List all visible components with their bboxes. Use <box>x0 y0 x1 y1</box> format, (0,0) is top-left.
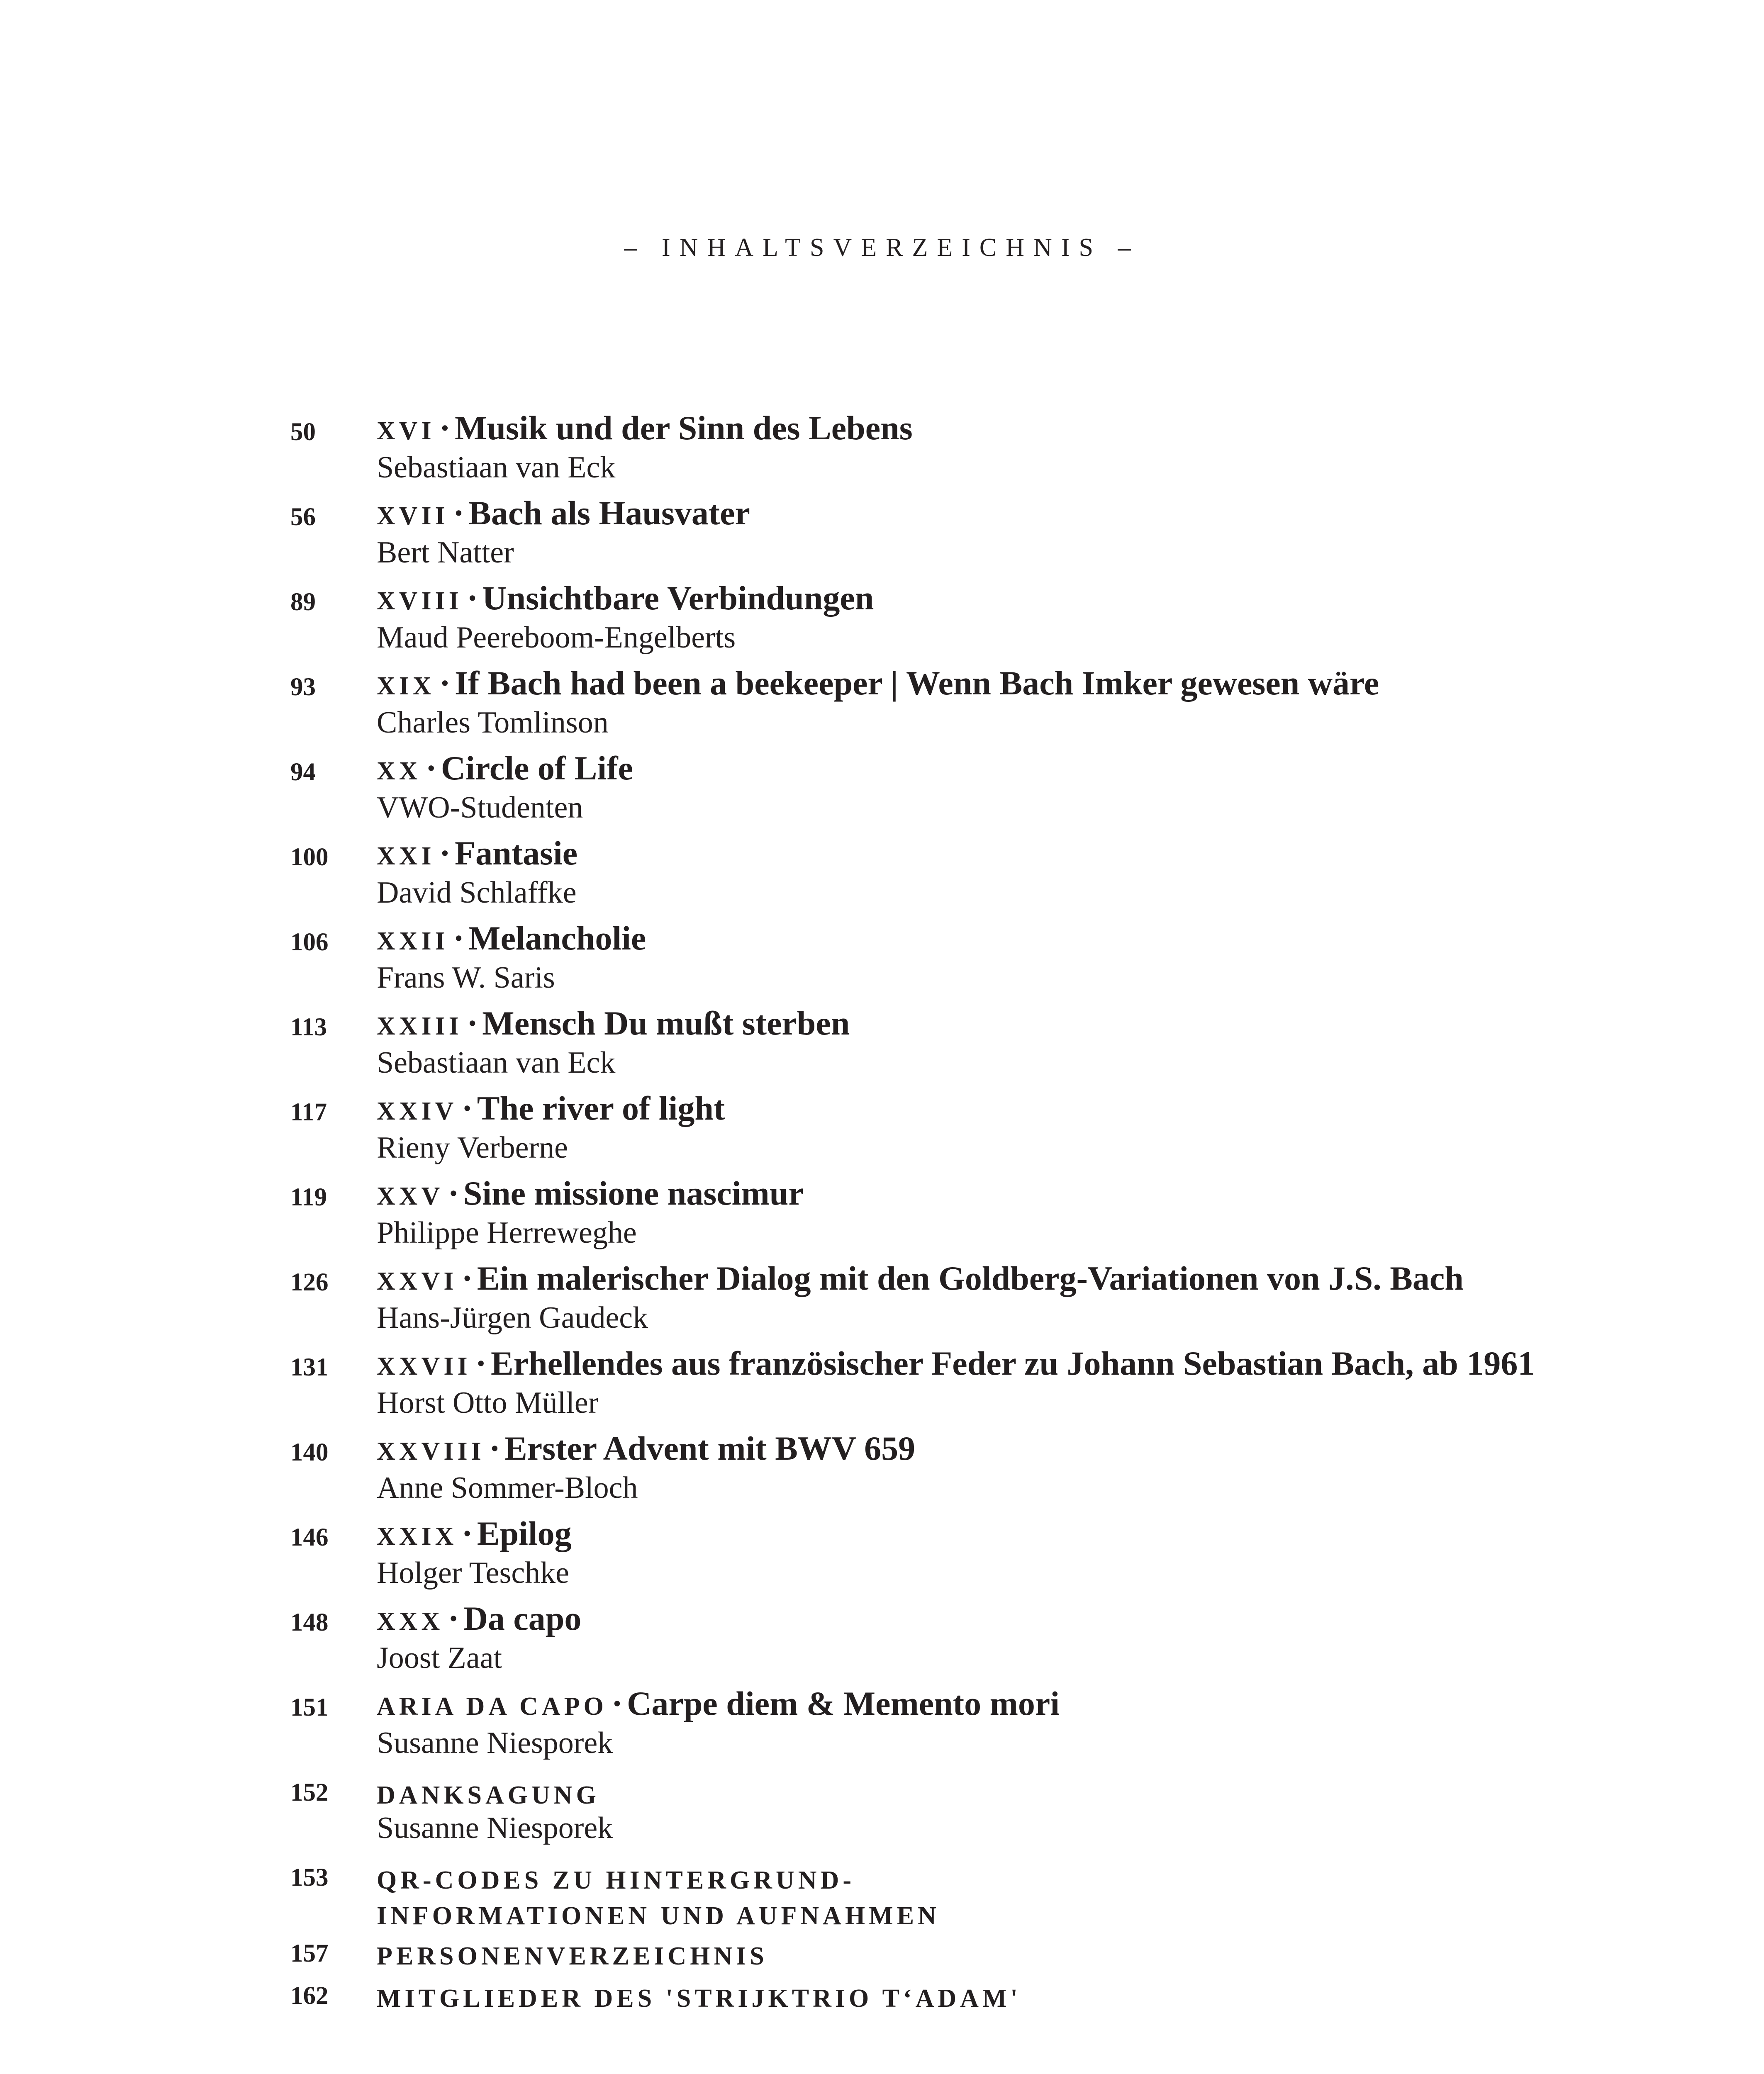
separator-dot: · <box>439 834 451 872</box>
toc-section-entry <box>290 1769 1659 1854</box>
separator-dot: · <box>461 1089 473 1127</box>
chapter-numeral: XX <box>377 757 422 785</box>
separator-dot: · <box>439 664 451 702</box>
chapter-author: David Schlaffke <box>377 876 577 910</box>
chapter-author: Anne Sommer-Bloch <box>377 1471 638 1505</box>
toc-title-line <box>377 579 874 618</box>
toc-entry <box>290 494 1659 579</box>
section-title: MITGLIEDER DES 'STRIJKTRIO T‘ADAM' <box>377 1984 1021 2013</box>
toc-entry <box>290 579 1659 664</box>
toc-title-line <box>377 1684 1060 1723</box>
chapter-author: Rieny Verberne <box>377 1131 568 1165</box>
separator-dot: · <box>453 919 465 957</box>
chapter-numeral: XXV <box>377 1182 444 1210</box>
chapter-author: Susanne Niesporek <box>377 1726 613 1760</box>
toc-title-line <box>377 1429 915 1468</box>
toc-entry <box>290 1429 1659 1514</box>
toc-title-line <box>377 1004 850 1043</box>
toc-page-number: 148 <box>290 1609 329 1636</box>
chapter-numeral: XVII <box>377 502 449 530</box>
toc-title-line <box>377 749 633 788</box>
section-title: DANKSAGUNG <box>377 1781 600 1809</box>
chapter-numeral: XXIX <box>377 1522 458 1551</box>
table-of-contents <box>290 409 1659 2015</box>
chapter-author: Charles Tomlinson <box>377 706 609 740</box>
toc-title-line <box>377 1514 572 1553</box>
toc-page-number: 113 <box>290 1013 327 1041</box>
toc-title-line <box>377 494 750 533</box>
toc-page-number: 131 <box>290 1353 329 1381</box>
chapter-title: The river of light <box>477 1089 725 1127</box>
chapter-numeral: ARIA DA CAPO <box>377 1692 607 1721</box>
chapter-title: Musik und der Sinn des Lebens <box>455 409 913 447</box>
toc-page-number: 162 <box>290 1982 329 2010</box>
chapter-title: Ein malerischer Dialog mit den Goldberg-Variationen von J.S. Bach <box>477 1259 1464 1297</box>
toc-page-number: 126 <box>290 1268 329 1296</box>
toc-title-line <box>377 1344 1535 1383</box>
toc-section-entry <box>290 1972 1659 2015</box>
chapter-numeral: XXVI <box>377 1267 458 1295</box>
chapter-author: Maud Peereboom-Engelberts <box>377 621 736 655</box>
toc-entry <box>290 1344 1659 1429</box>
chapter-title: Circle of Life <box>441 749 633 787</box>
chapter-numeral: XIX <box>377 672 435 700</box>
chapter-numeral: XVI <box>377 417 435 445</box>
chapter-author: Frans W. Saris <box>377 961 555 995</box>
toc-title-line <box>377 409 913 448</box>
separator-dot: · <box>489 1429 501 1467</box>
toc-title-line <box>377 834 577 873</box>
toc-page-number: 56 <box>290 503 316 531</box>
chapter-author: Bert Natter <box>377 536 514 570</box>
toc-title-line <box>377 1259 1464 1298</box>
section-title <box>377 1862 940 1934</box>
toc-title-line <box>377 1089 725 1128</box>
chapter-author: Sebastiaan van Eck <box>377 1046 616 1080</box>
separator-dot: · <box>466 1004 478 1042</box>
chapter-numeral: XXII <box>377 927 449 955</box>
toc-page-number: 140 <box>290 1439 329 1466</box>
chapter-title: Melancholie <box>468 919 646 957</box>
toc-page-number: 117 <box>290 1098 327 1126</box>
section-author: Susanne Niesporek <box>377 1811 613 1845</box>
toc-entry <box>290 834 1659 919</box>
chapter-author: Sebastiaan van Eck <box>377 450 616 484</box>
toc-entry <box>290 749 1659 834</box>
toc-page-number: 93 <box>290 673 316 701</box>
separator-dot: · <box>439 409 451 447</box>
toc-entry <box>290 1004 1659 1089</box>
chapter-title: Fantasie <box>455 834 578 872</box>
chapter-author: VWO-Studenten <box>377 791 583 825</box>
separator-dot: · <box>475 1344 487 1382</box>
toc-title-line <box>377 664 1379 703</box>
separator-dot: · <box>425 749 437 787</box>
toc-page-number: 106 <box>290 928 329 956</box>
toc-page-number: 50 <box>290 418 316 446</box>
separator-dot: · <box>448 1174 459 1212</box>
separator-dot: · <box>453 494 465 532</box>
separator-dot: · <box>611 1685 623 1722</box>
toc-entry <box>290 664 1659 749</box>
toc-page-number: 119 <box>290 1183 327 1211</box>
toc-page-number: 89 <box>290 588 316 616</box>
section-title-line: INFORMATIONEN UND AUFNAHMEN <box>377 1902 940 1930</box>
running-header: – INHALTSVERZEICHNIS – <box>624 234 1140 262</box>
chapter-author: Joost Zaat <box>377 1641 502 1675</box>
chapter-numeral: XXVII <box>377 1352 471 1380</box>
chapter-numeral: XXIV <box>377 1097 458 1125</box>
chapter-title: Erster Advent mit BWV 659 <box>504 1429 916 1467</box>
toc-entry <box>290 1089 1659 1174</box>
toc-title-line <box>377 1174 804 1213</box>
toc-entry <box>290 1599 1659 1684</box>
separator-dot: · <box>461 1514 473 1552</box>
chapter-numeral: XVIII <box>377 587 463 615</box>
toc-page-number: 152 <box>290 1779 329 1806</box>
chapter-author: Philippe Herreweghe <box>377 1216 637 1250</box>
section-title-line: QR-CODES ZU HINTERGRUND- <box>377 1866 855 1894</box>
section-title: PERSONENVERZEICHNIS <box>377 1942 768 1970</box>
toc-page-number: 151 <box>290 1694 329 1721</box>
toc-section-entry <box>290 1930 1659 1972</box>
chapter-numeral: XXVIII <box>377 1437 485 1465</box>
chapter-title: Epilog <box>477 1514 572 1552</box>
chapter-title: If Bach had been a beekeeper | Wenn Bach Imker gewesen wäre <box>455 664 1379 702</box>
toc-page-number: 100 <box>290 843 329 871</box>
chapter-author: Horst Otto Müller <box>377 1386 599 1420</box>
toc-entry <box>290 919 1659 1004</box>
chapter-author: Holger Teschke <box>377 1556 570 1590</box>
separator-dot: · <box>466 579 478 617</box>
toc-page-number: 153 <box>290 1864 329 1891</box>
toc-entry <box>290 1514 1659 1599</box>
chapter-author: Hans-Jürgen Gaudeck <box>377 1301 648 1335</box>
chapter-title: Da capo <box>463 1599 582 1637</box>
chapter-numeral: XXI <box>377 842 435 870</box>
toc-entry <box>290 1174 1659 1259</box>
toc-entry <box>290 1259 1659 1344</box>
chapter-title: Bach als Hausvater <box>468 494 750 532</box>
toc-entry <box>290 1684 1659 1769</box>
chapter-numeral: XXX <box>377 1607 444 1636</box>
chapter-numeral: XXIII <box>377 1012 463 1040</box>
chapter-title: Carpe diem & Memento mori <box>627 1685 1060 1722</box>
separator-dot: · <box>461 1259 473 1297</box>
chapter-title: Erhellendes aus französischer Feder zu Johann Sebastian Bach, ab 1961 <box>490 1344 1535 1382</box>
toc-title-line <box>377 919 646 958</box>
toc-entry <box>290 409 1659 494</box>
chapter-title: Mensch Du mußt sterben <box>482 1004 850 1042</box>
toc-page-number: 94 <box>290 758 316 786</box>
toc-section-entry <box>290 1854 1659 1930</box>
toc-page-number: 157 <box>290 1940 329 1967</box>
toc-title-line <box>377 1599 581 1638</box>
separator-dot: · <box>448 1599 459 1637</box>
toc-page-number: 146 <box>290 1524 329 1551</box>
chapter-title: Sine missione nascimur <box>463 1174 804 1212</box>
chapter-title: Unsichtbare Verbindungen <box>482 579 874 617</box>
